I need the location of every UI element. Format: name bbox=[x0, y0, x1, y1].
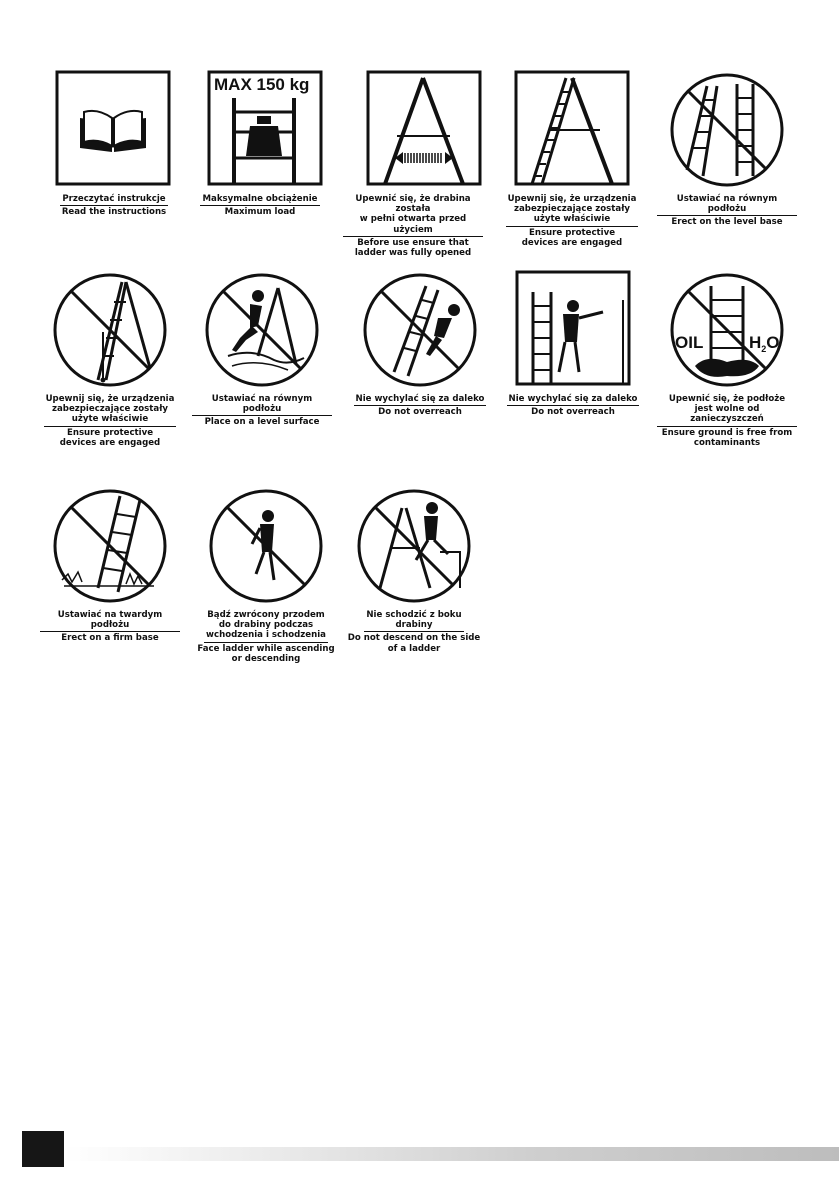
no-soft-ground-icon bbox=[40, 488, 180, 608]
pictogram-caption: Przeczytać instrukcje Read the instructions bbox=[61, 194, 167, 218]
no-slope-ground-icon bbox=[192, 272, 332, 392]
pictogram-caption: Upewnić się, że podłoże jest wolne od zanieczyszczeń Ensure ground is free from contaminants bbox=[657, 394, 797, 448]
pictogram-caption: Bądź zwrócony przodem do drabiny podczas wchodzenia i schodzenia Face ladder while ascending or descending bbox=[197, 610, 335, 664]
pictogram-caption: Upewnij się, że urządzenia zabezpieczające zostały użyte właściwie Ensure protective devices are engaged bbox=[507, 194, 637, 248]
book-icon bbox=[44, 72, 184, 192]
no-side-step-icon bbox=[344, 488, 484, 608]
no-unlocked-ladder-icon bbox=[40, 272, 180, 392]
svg-text:H2O: $H_2O$ bbox=[749, 333, 780, 354]
no-sideways-lean-icon bbox=[503, 272, 643, 392]
page-tab-marker bbox=[22, 1131, 64, 1167]
pictogram-caption: Upewnić się, że drabina została w pełni otwarta przed użyciem Before use ensure that ladder was fully opened bbox=[343, 194, 483, 258]
no-spill-ground-icon bbox=[657, 272, 797, 392]
pictogram-caption: Maksymalne obciążenie Maximum load bbox=[202, 194, 318, 218]
opened-ladder-icon bbox=[343, 72, 483, 192]
no-uneven-ground-icon bbox=[657, 72, 797, 192]
pictogram-caption: Upewnij się, że urządzenia zabezpieczające zostały użyte właściwie Ensure protective devices are engaged bbox=[45, 394, 175, 448]
no-leaning-ladder-icon bbox=[350, 272, 490, 392]
weight-on-ladder-icon bbox=[190, 72, 330, 192]
pictogram-caption: Nie schodzić z boku drabiny Do not descend on the side of a ladder bbox=[347, 610, 481, 654]
pictogram-caption: Nie wychylać się za daleko Do not overreach bbox=[355, 394, 485, 418]
footer-gradient-bar bbox=[64, 1147, 839, 1161]
svg-text:MAX 150 kg: MAX 150 kg bbox=[214, 75, 310, 94]
no-backward-climb-icon bbox=[196, 488, 336, 608]
pictogram-caption: Ustawiać na równym podłożu Erect on the level base bbox=[657, 194, 797, 228]
svg-text:OIL: OIL bbox=[675, 333, 704, 352]
pictogram-caption: Nie wychylać się za daleko Do not overreach bbox=[508, 394, 638, 418]
pictogram-caption: Ustawiać na równym podłożu Place on a level surface bbox=[192, 394, 332, 428]
ladder-with-spreader-icon bbox=[502, 72, 642, 192]
pictogram-caption: Ustawiać na twardym podłożu Erect on a firm base bbox=[40, 610, 180, 644]
